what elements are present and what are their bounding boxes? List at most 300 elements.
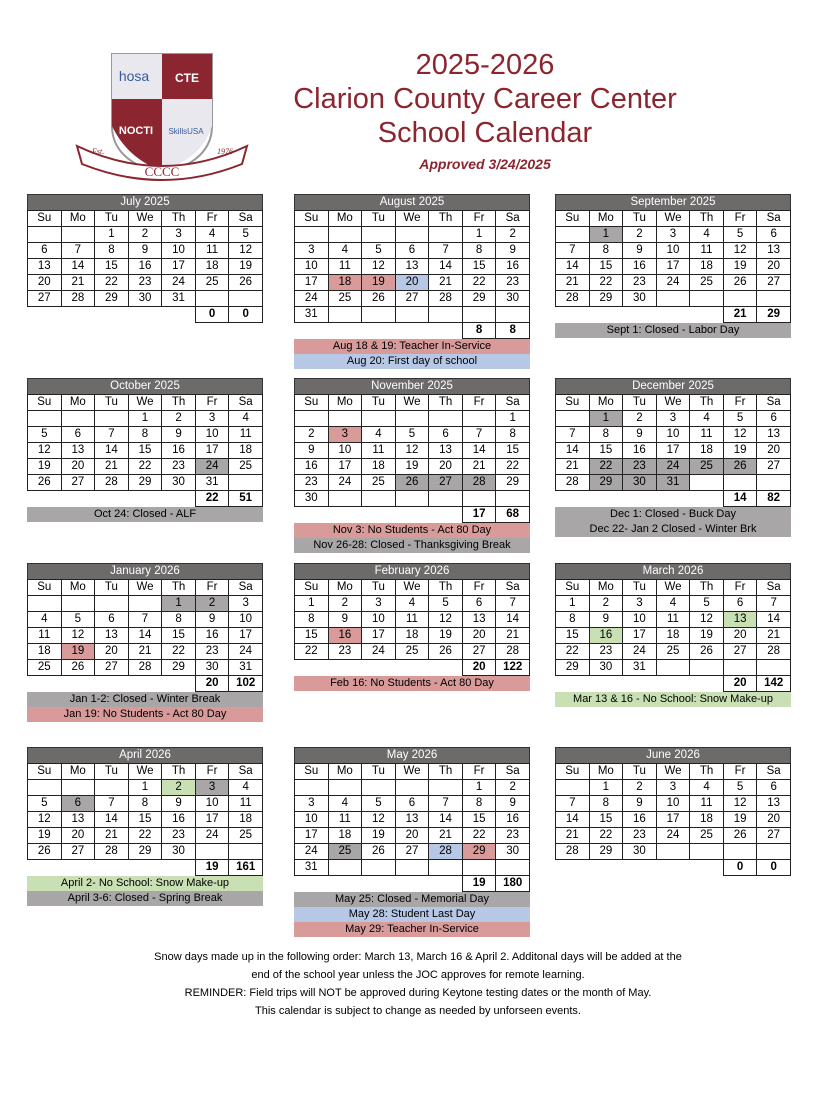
day-cell: 7 <box>556 796 590 812</box>
day-cell: 28 <box>128 660 162 676</box>
weekday-header: We <box>128 764 162 780</box>
day-cell: 5 <box>723 411 757 427</box>
day-cell: 30 <box>496 291 530 307</box>
day-cell: 22 <box>162 644 196 660</box>
day-cell: 16 <box>328 628 362 644</box>
day-cell: 25 <box>229 828 263 844</box>
day-cell: 11 <box>195 243 229 259</box>
empty-cell <box>362 860 396 876</box>
day-cell: 26 <box>28 844 62 860</box>
cumulative-days-total: 102 <box>229 676 263 692</box>
day-cell: 22 <box>128 459 162 475</box>
day-cell: 22 <box>462 828 496 844</box>
day-cell: 17 <box>229 628 263 644</box>
weekday-header: Fr <box>462 580 496 596</box>
day-cell: 11 <box>328 812 362 828</box>
day-cell: 10 <box>295 812 329 828</box>
day-cell: 19 <box>61 644 95 660</box>
day-cell: 11 <box>229 427 263 443</box>
day-cell: 19 <box>690 628 724 644</box>
day-cell: 24 <box>295 844 329 860</box>
cumulative-days-total: 0 <box>229 307 263 323</box>
day-cell: 7 <box>429 796 463 812</box>
day-cell: 10 <box>162 243 196 259</box>
day-cell: 22 <box>295 644 329 660</box>
month-table <box>27 579 263 692</box>
day-cell: 7 <box>496 596 530 612</box>
weekday-header: Sa <box>229 395 263 411</box>
day-cell: 25 <box>362 475 396 491</box>
day-cell: 24 <box>328 475 362 491</box>
empty-cell <box>295 411 329 427</box>
day-cell: 28 <box>757 644 791 660</box>
day-cell: 4 <box>195 227 229 243</box>
empty-cell <box>556 780 590 796</box>
day-cell: 2 <box>589 596 623 612</box>
empty-cell <box>556 491 590 507</box>
empty-cell <box>295 507 329 523</box>
day-cell: 14 <box>757 612 791 628</box>
event-note: Feb 16: No Students - Act 80 Day <box>294 676 530 691</box>
empty-cell <box>429 411 463 427</box>
day-cell: 1 <box>95 227 129 243</box>
day-cell: 27 <box>395 844 429 860</box>
weekday-header: Fr <box>195 580 229 596</box>
month-days-total: 14 <box>723 491 757 507</box>
logo-hosa: hosa <box>118 68 150 84</box>
month-june-2026 <box>555 747 791 876</box>
day-cell: 14 <box>496 612 530 628</box>
empty-cell <box>295 227 329 243</box>
day-cell: 1 <box>462 227 496 243</box>
day-cell: 17 <box>623 628 657 644</box>
day-cell: 18 <box>328 275 362 291</box>
empty-cell <box>589 860 623 876</box>
weekday-header: Tu <box>95 211 129 227</box>
day-cell: 3 <box>195 411 229 427</box>
weekday-header: Fr <box>195 211 229 227</box>
day-cell: 25 <box>656 644 690 660</box>
weekday-header: Su <box>28 764 62 780</box>
empty-cell <box>556 307 590 323</box>
day-cell: 8 <box>589 796 623 812</box>
day-cell: 2 <box>328 596 362 612</box>
empty-cell <box>95 491 129 507</box>
day-cell: 14 <box>462 443 496 459</box>
day-cell: 12 <box>229 243 263 259</box>
day-cell: 26 <box>690 644 724 660</box>
logo-skillsusa: SkillsUSA <box>168 127 204 136</box>
empty-cell <box>362 507 396 523</box>
weekday-header: Tu <box>95 580 129 596</box>
weekday-header: Fr <box>723 211 757 227</box>
weekday-header: Tu <box>623 395 657 411</box>
day-cell: 12 <box>395 443 429 459</box>
empty-cell <box>229 475 263 491</box>
day-cell: 8 <box>462 796 496 812</box>
empty-cell <box>757 844 791 860</box>
day-cell: 6 <box>395 796 429 812</box>
day-cell: 23 <box>623 275 657 291</box>
weekday-header: Th <box>162 211 196 227</box>
day-cell: 16 <box>496 259 530 275</box>
day-cell: 4 <box>690 411 724 427</box>
weekday-header: Tu <box>362 580 396 596</box>
empty-cell <box>395 860 429 876</box>
day-cell: 7 <box>556 427 590 443</box>
day-cell: 13 <box>757 427 791 443</box>
empty-cell <box>28 596 62 612</box>
day-cell: 29 <box>162 660 196 676</box>
empty-cell <box>429 307 463 323</box>
empty-cell <box>162 307 196 323</box>
day-cell: 20 <box>95 644 129 660</box>
day-cell: 29 <box>556 660 590 676</box>
day-cell: 1 <box>128 411 162 427</box>
day-cell: 14 <box>429 812 463 828</box>
empty-cell <box>61 860 95 876</box>
day-cell: 28 <box>556 291 590 307</box>
day-cell: 17 <box>295 275 329 291</box>
day-cell: 20 <box>61 828 95 844</box>
weekday-header: Tu <box>623 580 657 596</box>
month-table <box>294 763 530 892</box>
cumulative-days-total: 161 <box>229 860 263 876</box>
empty-cell <box>229 844 263 860</box>
empty-cell <box>690 676 724 692</box>
day-cell: 20 <box>757 812 791 828</box>
weekday-header: Su <box>556 211 590 227</box>
day-cell: 10 <box>195 796 229 812</box>
month-title: September 2025 <box>555 194 791 210</box>
empty-cell <box>28 491 62 507</box>
weekday-header: Mo <box>589 764 623 780</box>
day-cell: 8 <box>128 427 162 443</box>
month-november-2025 <box>294 378 530 553</box>
day-cell: 19 <box>28 828 62 844</box>
empty-cell <box>128 307 162 323</box>
empty-cell <box>623 860 657 876</box>
day-cell: 29 <box>496 475 530 491</box>
day-cell: 17 <box>656 259 690 275</box>
month-days-total: 19 <box>462 876 496 892</box>
day-cell: 28 <box>429 844 463 860</box>
day-cell: 17 <box>656 812 690 828</box>
cumulative-days-total: 82 <box>757 491 791 507</box>
day-cell: 2 <box>623 227 657 243</box>
day-cell: 19 <box>429 628 463 644</box>
day-cell: 20 <box>757 259 791 275</box>
day-cell: 25 <box>229 459 263 475</box>
weekday-header: Fr <box>462 395 496 411</box>
weekday-header: Sa <box>229 211 263 227</box>
day-cell: 9 <box>589 612 623 628</box>
day-cell: 9 <box>162 796 196 812</box>
day-cell: 6 <box>757 227 791 243</box>
month-table <box>27 394 263 507</box>
month-may-2026 <box>294 747 530 937</box>
weekday-header: Mo <box>328 395 362 411</box>
empty-cell <box>656 291 690 307</box>
event-note: Dec 1: Closed - Buck Day <box>555 507 791 522</box>
day-cell: 24 <box>229 644 263 660</box>
day-cell: 3 <box>328 427 362 443</box>
event-note: Jan 19: No Students - Act 80 Day <box>27 707 263 722</box>
day-cell: 15 <box>128 443 162 459</box>
day-cell: 30 <box>623 475 657 491</box>
day-cell: 1 <box>295 596 329 612</box>
day-cell: 6 <box>757 411 791 427</box>
day-cell: 12 <box>28 443 62 459</box>
day-cell: 14 <box>429 259 463 275</box>
day-cell: 4 <box>328 243 362 259</box>
day-cell: 8 <box>95 243 129 259</box>
day-cell: 6 <box>757 780 791 796</box>
day-cell: 2 <box>128 227 162 243</box>
empty-cell <box>28 227 62 243</box>
day-cell: 11 <box>362 443 396 459</box>
month-title: August 2025 <box>294 194 530 210</box>
day-cell: 25 <box>328 844 362 860</box>
day-cell: 8 <box>462 243 496 259</box>
school-logo-crest <box>72 46 272 181</box>
weekday-header: Su <box>556 395 590 411</box>
day-cell: 15 <box>556 628 590 644</box>
day-cell: 26 <box>362 844 396 860</box>
weekday-header: Th <box>429 395 463 411</box>
day-cell: 20 <box>429 459 463 475</box>
day-cell: 16 <box>162 812 196 828</box>
day-cell: 27 <box>757 275 791 291</box>
day-cell: 17 <box>162 259 196 275</box>
day-cell: 6 <box>61 796 95 812</box>
empty-cell <box>395 780 429 796</box>
day-cell: 29 <box>589 844 623 860</box>
month-title: October 2025 <box>27 378 263 394</box>
empty-cell <box>395 307 429 323</box>
day-cell: 8 <box>589 243 623 259</box>
cumulative-days-total: 0 <box>757 860 791 876</box>
day-cell: 4 <box>690 227 724 243</box>
logo-cccc: CCCC <box>144 164 180 179</box>
day-cell: 21 <box>429 275 463 291</box>
day-cell: 5 <box>723 227 757 243</box>
month-table <box>294 394 530 523</box>
empty-cell <box>28 411 62 427</box>
empty-cell <box>395 876 429 892</box>
day-cell: 27 <box>757 828 791 844</box>
day-cell: 15 <box>589 259 623 275</box>
day-cell: 22 <box>589 459 623 475</box>
day-cell: 14 <box>95 812 129 828</box>
day-cell: 29 <box>462 291 496 307</box>
day-cell: 13 <box>723 612 757 628</box>
month-days-total: 21 <box>723 307 757 323</box>
weekday-header: Mo <box>589 395 623 411</box>
event-note: May 25: Closed - Memorial Day <box>294 892 530 907</box>
empty-cell <box>61 491 95 507</box>
day-cell: 21 <box>95 459 129 475</box>
weekday-header: Fr <box>723 395 757 411</box>
empty-cell <box>362 307 396 323</box>
day-cell: 3 <box>656 411 690 427</box>
empty-cell <box>462 411 496 427</box>
day-cell: 25 <box>690 828 724 844</box>
day-cell: 3 <box>162 227 196 243</box>
day-cell: 22 <box>462 275 496 291</box>
day-cell: 4 <box>328 796 362 812</box>
footer-line-1: Snow days made up in the following order: March 13, March 16 & April 2. Additonal days will be added at the <box>154 951 682 963</box>
day-cell: 20 <box>723 628 757 644</box>
day-cell: 25 <box>690 275 724 291</box>
weekday-header: Mo <box>61 580 95 596</box>
empty-cell <box>723 291 757 307</box>
empty-cell <box>61 227 95 243</box>
day-cell: 18 <box>229 812 263 828</box>
empty-cell <box>496 491 530 507</box>
month-july-2025 <box>27 194 263 323</box>
day-cell: 22 <box>95 275 129 291</box>
day-cell: 18 <box>362 459 396 475</box>
day-cell: 27 <box>95 660 129 676</box>
weekday-header: Sa <box>229 580 263 596</box>
empty-cell <box>328 323 362 339</box>
empty-cell <box>429 323 463 339</box>
empty-cell <box>690 860 724 876</box>
day-cell: 12 <box>61 628 95 644</box>
weekday-header: We <box>656 395 690 411</box>
empty-cell <box>656 491 690 507</box>
weekday-header: Sa <box>496 211 530 227</box>
day-cell: 6 <box>61 427 95 443</box>
day-cell: 9 <box>128 243 162 259</box>
day-cell: 21 <box>556 828 590 844</box>
empty-cell <box>556 411 590 427</box>
month-title: April 2026 <box>27 747 263 763</box>
day-cell: 26 <box>229 275 263 291</box>
day-cell: 9 <box>623 427 657 443</box>
day-cell: 28 <box>462 475 496 491</box>
weekday-header: We <box>128 395 162 411</box>
day-cell: 23 <box>496 828 530 844</box>
empty-cell <box>61 596 95 612</box>
weekday-header: Th <box>429 580 463 596</box>
empty-cell <box>295 876 329 892</box>
day-cell: 13 <box>28 259 62 275</box>
day-cell: 23 <box>128 275 162 291</box>
day-cell: 26 <box>429 644 463 660</box>
month-title: May 2026 <box>294 747 530 763</box>
empty-cell <box>723 660 757 676</box>
day-cell: 1 <box>589 780 623 796</box>
day-cell: 16 <box>128 259 162 275</box>
month-days-total: 8 <box>462 323 496 339</box>
empty-cell <box>328 491 362 507</box>
day-cell: 12 <box>28 812 62 828</box>
day-cell: 18 <box>656 628 690 644</box>
day-cell: 26 <box>362 291 396 307</box>
month-march-2026 <box>555 563 791 707</box>
day-cell: 24 <box>623 644 657 660</box>
day-cell: 11 <box>328 259 362 275</box>
day-cell: 20 <box>61 459 95 475</box>
weekday-header: Mo <box>328 764 362 780</box>
empty-cell <box>362 411 396 427</box>
day-cell: 10 <box>656 427 690 443</box>
day-cell: 13 <box>61 812 95 828</box>
day-cell: 12 <box>690 612 724 628</box>
day-cell: 8 <box>589 427 623 443</box>
day-cell: 20 <box>395 275 429 291</box>
day-cell: 21 <box>556 275 590 291</box>
empty-cell <box>757 291 791 307</box>
day-cell: 20 <box>28 275 62 291</box>
empty-cell <box>195 291 229 307</box>
month-february-2026 <box>294 563 530 691</box>
day-cell: 7 <box>95 427 129 443</box>
day-cell: 14 <box>128 628 162 644</box>
month-title: March 2026 <box>555 563 791 579</box>
day-cell: 2 <box>195 596 229 612</box>
weekday-header: Sa <box>757 580 791 596</box>
cumulative-days-total: 29 <box>757 307 791 323</box>
day-cell: 2 <box>295 427 329 443</box>
month-october-2025 <box>27 378 263 522</box>
day-cell: 30 <box>128 291 162 307</box>
event-note: Oct 24: Closed - ALF <box>27 507 263 522</box>
day-cell: 20 <box>462 628 496 644</box>
day-cell: 27 <box>462 644 496 660</box>
day-cell: 20 <box>757 443 791 459</box>
event-note: Nov 26-28: Closed - Thanksgiving Break <box>294 538 530 553</box>
empty-cell <box>429 780 463 796</box>
day-cell: 9 <box>195 612 229 628</box>
month-table <box>555 579 791 692</box>
day-cell: 22 <box>589 828 623 844</box>
month-august-2025 <box>294 194 530 369</box>
empty-cell <box>556 227 590 243</box>
empty-cell <box>656 307 690 323</box>
month-table <box>555 394 791 507</box>
month-days-total: 22 <box>195 491 229 507</box>
day-cell: 25 <box>28 660 62 676</box>
empty-cell <box>589 676 623 692</box>
day-cell: 31 <box>656 475 690 491</box>
day-cell: 7 <box>429 243 463 259</box>
weekday-header: We <box>656 580 690 596</box>
month-table <box>555 210 791 323</box>
empty-cell <box>61 307 95 323</box>
empty-cell <box>462 491 496 507</box>
cumulative-days-total: 51 <box>229 491 263 507</box>
weekday-header: Mo <box>328 580 362 596</box>
month-table <box>555 763 791 876</box>
day-cell: 30 <box>162 844 196 860</box>
day-cell: 21 <box>61 275 95 291</box>
day-cell: 13 <box>462 612 496 628</box>
day-cell: 18 <box>229 443 263 459</box>
day-cell: 6 <box>395 243 429 259</box>
day-cell: 1 <box>556 596 590 612</box>
day-cell: 20 <box>395 828 429 844</box>
day-cell: 1 <box>462 780 496 796</box>
month-title: January 2026 <box>27 563 263 579</box>
day-cell: 29 <box>128 844 162 860</box>
day-cell: 23 <box>496 275 530 291</box>
day-cell: 24 <box>195 828 229 844</box>
day-cell: 22 <box>496 459 530 475</box>
cumulative-days-total: 142 <box>757 676 791 692</box>
